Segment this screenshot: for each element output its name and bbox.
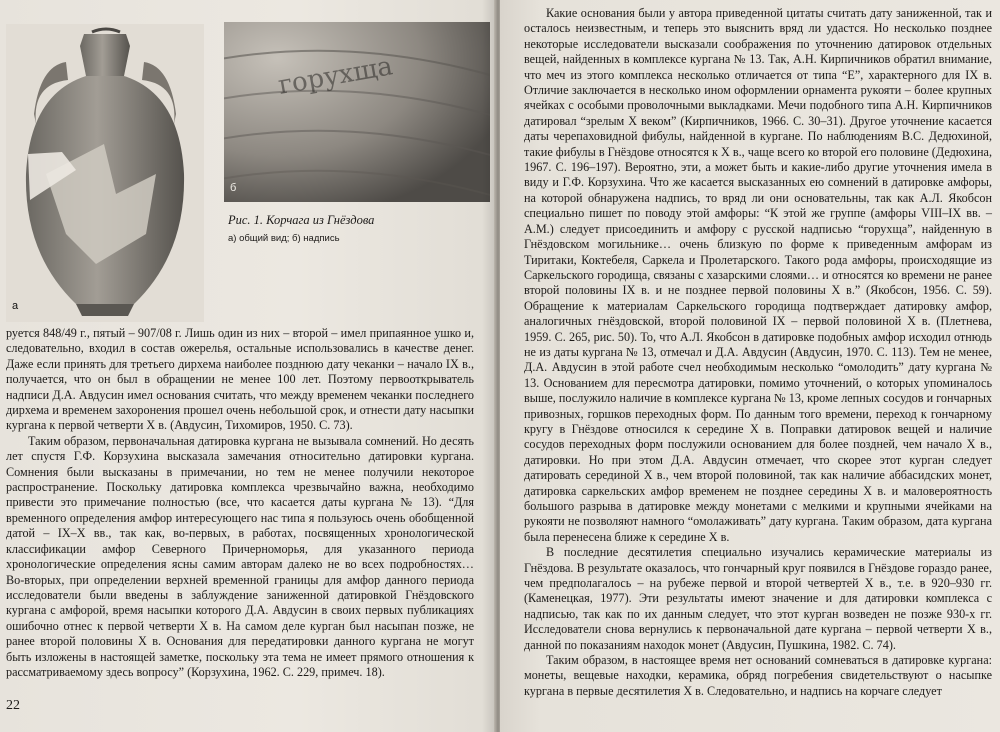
left-page [0,0,496,732]
caption-subtitle: а) общий вид; б) надпись [228,233,340,244]
figure-b-inscription-photo [224,22,490,202]
caption-title: Рис. 1. Корчага из Гнёздова [228,213,375,227]
figure-b-letter: б [230,182,237,194]
paragraph: В последние десятилетия специально изучались керамические материалы из Гнёздова. В результате оказалось, что гончарный круг появился в Гнёздове гораздо ранее, чем предполагалось – на рубеже первой и второй четвертей X в., т.е. в 920–930 гг. (Каменецкая, 1977). Эти результаты имеют значение и для датировки комплекса с надписью, так как по их данным следует, что этот курган возведен не позже 930-х гг. Исследователи снова вернулись к первоначальной дате кургана – первой четверти X в., данной по показаниям находок монет (Авдусин, Пушкина, 1982. С. 74). [524,545,992,652]
left-body-text [6,326,474,680]
amphora-illustration [6,24,204,322]
paragraph: Какие основания были у автора приведенной цитаты считать дату заниженной, так и осталось неизвестным, и теперь это выяснить вряд ли удастся. Но несколько позднее некоторые исследователи высказали соображения по уточнению датировок отдельных вещей, найденных в комплексе кургана № 13. Так, А.Н. Кирпичников обратил внимание, что меч из этого комплекса несколько отличается от типа “Е”, характерного для IX в. Отличие заключается в несколько ином оформлении орнамента рукояти – более крупных ячейках с особыми проволочными выкладками. Мечи подобного типа А.Н. Кирпичников датировал “зрелым X веком” (Кирпичников, 1966. С. 30–31). Другое уточнение касается даты черепаховидной фибулы, найденной в кургане. По наблюдениям В.С. Дедюхиной, такие фибулы в Гнёздове относятся к X в., чаще всего ко второй его половине (Дедюхина, 1967. С. 196–197). Вероятно, эти, а может быть и какие-либо другие уточнения имела в виду и Г.Ф. Корзухина. Что же касается высказанных ею сомнений в датировке амфоры, на которой обнаружена надпись, то вряд ли они основательны, так как А.Л. Якобсон специально пишет по поводу этой амфоры: “К этой же группе (амфоры VIII–IX вв. – А.М.) следует присоединить и амфору с русской надписью “горухща”, найденную в Гнёздовском могильнике… очень близкую по форме к приведенным амфорам из Тиритаки, Коктебеля, Саркела и Пролетарского. Такого рода амфоры, происходящие из Саркельского городища, связаны с хазарскими слоями… и относятся ко времени не ранее второй половины IX в. и не позднее первой половины X в.” (Якобсон, 1956. С. 59). Обращение к материалам Саркельского городища подтверждает датировку амфор, аналогичных гнёздовской, второй половиной IX – первой половиной X в. (Плетнева, 1959. С. 265, рис. 50). То, что А.Л. Якобсон в датировке подобных амфор исходил отнюдь не из даты кургана № 13, отмечал и Д.А. Авдусин (Авдусин, 1970. С. 113). Тем не менее, Д.А. Авдусин в этой работе счел необходимым несколько “омолодить” дату кургана № 13. Основанием для пересмотра датировки, помимо уточнений, о которых упоминалось выше, послужило наличие в комплексе кургана № 13, кроме лепных сосудов и гончарных привозных, горшков переходных форм. По данным того времени, переход к гончарному кругу в Гнёздове относился к середине X в. Поправки датировок вещей и наличие сосудов переходных форм послужили основанием для более поздней, чем начало X в., датировки. Но при этом Д.А. Авдусин отмечает, что скорее этот курган следует датировать серединой X в., чем второй половиной, так как наличие аббасидских монет, датировка саркельских амфор временем не позднее середины X в. и маловероятность большого разрыва в датировке между монетами с мелкими и крупными ячейками на рукояти не позволяют намного “омолаживать” дату кургана. Таким образом, дата кургана была перенесена ближе к середине X в. [524,6,992,544]
right-page [500,0,1000,732]
paragraph: Таким образом, первоначальная датировка кургана не вызывала сомнений. Но десять лет спустя Г.Ф. Корзухина высказала замечания относительно датировки кургана. Сомнения были высказаны в примечании, но тем не менее получили некоторое распространение. Поскольку датировка комплекса чрезвычайно важна, необходимо привести это примечание полностью (все, что касается даты кургана № 13). “Для временного определения амфор интересующего нас типа я пользуюсь очень обобщенной датой – IX–X вв., так как, во-первых, в работах, посвященных хронологической классификации амфор Северного Причерноморья, для указанного периода хронологические определения ясны самим авторам далеко не во всех подробностях… Во-вторых, при определении верхней временной границы для амфор данного периода исследователи были введены в заблуждение заниженной датировкой Гнёздовского кургана с амфорой, время насыпки которого Д.А. Авдусин в своих первых публикациях ошибочно отнес к первой четверти X в. На самом деле курган был насыпан позже, не ранее второй половины X в. Основания для передатировки данного кургана не могут быть изложены в настоящей заметке, поскольку эта тема не имеет прямого отношения к рассматриваемому здесь вопросу” (Корзухина, 1962. С. 229, примеч. 18). [6,433,474,679]
page-number: 22 [6,698,20,713]
right-body-text [524,6,992,699]
inscription-illustration [224,22,490,202]
figure-a-letter: а [12,300,19,312]
inscription-text: горухща [276,51,396,101]
paragraph: Таким образом, в настоящее время нет оснований сомневаться в датировке кургана: монеты, вещевые находки, керамика, обряд погребения свидетельствуют о насыпке кургана в первые десятилетия X в. Следовательно, и надпись на корчаге следует [524,653,992,698]
figure-a-amphora-photo [6,24,204,322]
figure-caption [228,212,488,246]
paragraph: руется 848/49 г., пятый – 907/08 г. Лишь один из них – второй – имел припаянное ушко и, следовательно, входил в состав ожерелья, остальные использовались в качестве денег. Даже если принять для третьего дирхема наиболее позднюю дату чеканки – начало IX в., получается, что он был в обращении не менее 100 лет. Поэтому первооткрыватель надписи Д.А. Авдусин имел основания считать, что между временем чеканки последнего дирхема и временем захоронения прошел очень небольшой срок, и отнести дату насыпки кургана к первой четверти X в. (Авдусин, Тихомиров, 1950. С. 73). [6,326,474,433]
